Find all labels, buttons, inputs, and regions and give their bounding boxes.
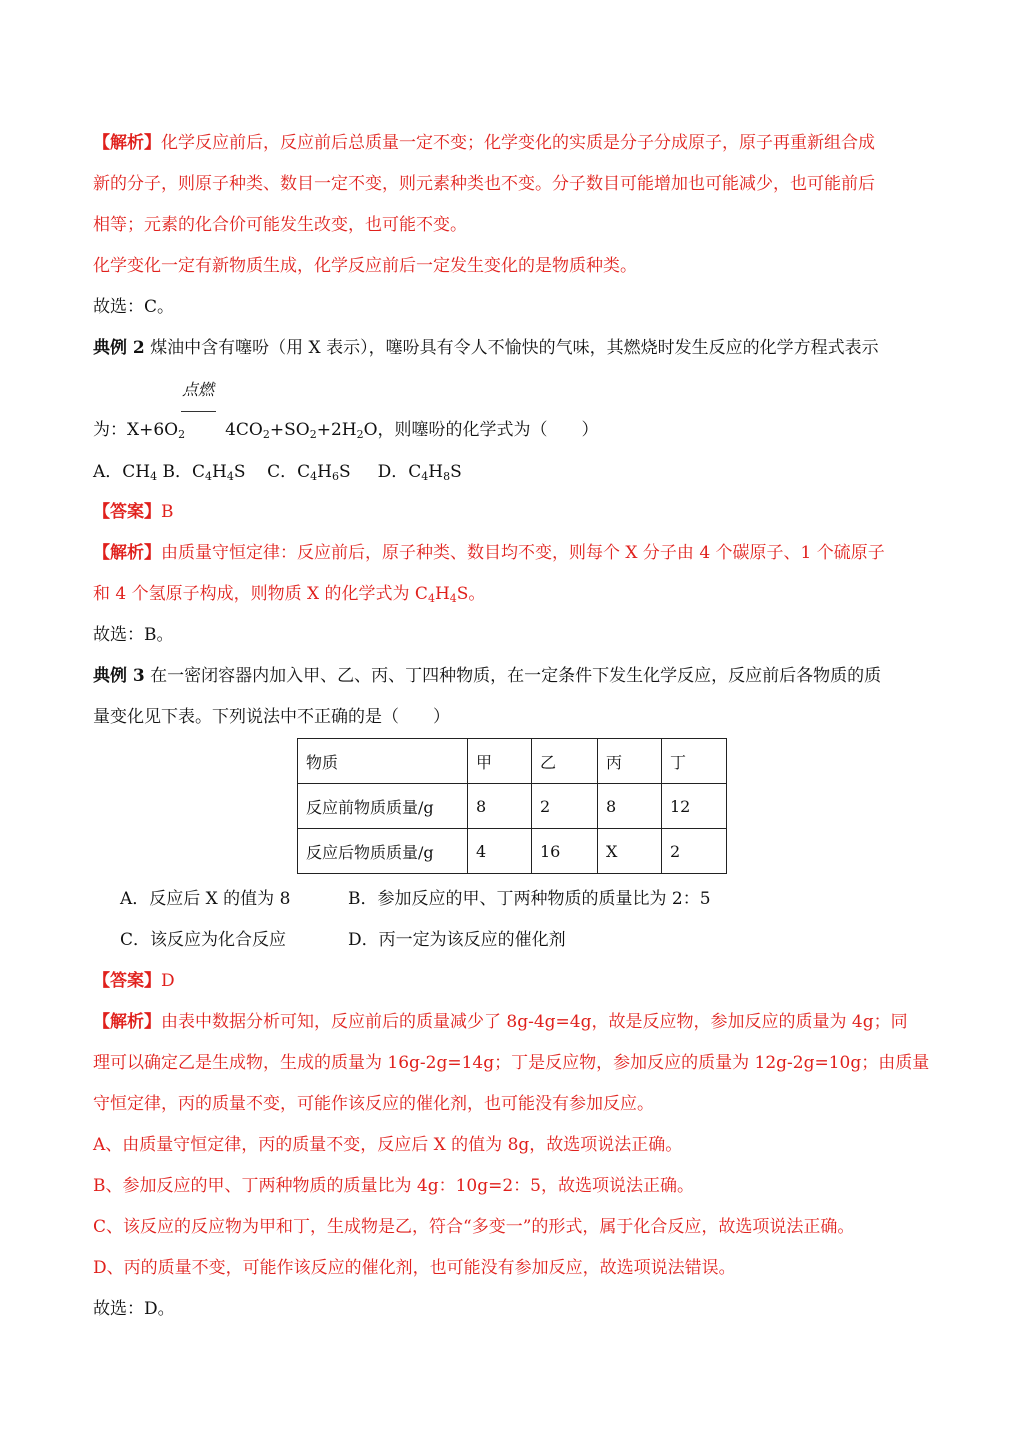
- option-c: C．$C_4H_6S$: [267, 462, 351, 483]
- answer-choice-2: 故选：B。: [93, 625, 174, 645]
- table-cell: 反应后物质质量/g: [298, 829, 468, 874]
- table-row: [298, 829, 727, 874]
- example-label: 典例 3: [93, 666, 145, 686]
- example-3-analysis-line-3: 守恒定律，丙的质量不变，可能作该反应的催化剂，也可能没有参加反应。: [93, 1094, 654, 1114]
- option-b: B．$C_4H_4S$: [162, 462, 246, 483]
- reaction-condition: 点燃: [182, 380, 215, 399]
- table-cell: 4: [468, 829, 532, 874]
- analysis-1-line-3: 相等；元素的化合价可能发生改变，也可能不变。: [93, 215, 467, 235]
- example-label: 典例 2: [93, 338, 145, 358]
- answer-choice-3: 故选：D。: [93, 1299, 175, 1319]
- example-3-question-line-2: 量变化见下表。下列说法中不正确的是（ ）: [93, 707, 450, 727]
- example-3-analysis-line-1: 【解析】由表中数据分析可知，反应前后的质量减少了 8g-4g=4g，故是反应物，参加反应的质量为 4g；同: [93, 1012, 908, 1032]
- table-cell: 丁: [662, 739, 727, 784]
- example-3-analysis-line-7: D、丙的质量不变，可能作该反应的催化剂，也可能没有参加反应，故选项说法错误。: [93, 1258, 736, 1278]
- analysis-1-line-1: 【解析】化学反应前后，反应前后总质量一定不变；化学变化的实质是分子分成原子，原子再重新组合成: [93, 133, 875, 153]
- table-header-row: [298, 739, 727, 784]
- table-cell: 2: [532, 784, 598, 829]
- equation-bar: [181, 411, 216, 412]
- table-cell: 物质: [298, 739, 468, 784]
- table-row: [298, 784, 727, 829]
- example-2-options: [93, 460, 462, 484]
- table-cell: 16: [532, 829, 598, 874]
- example-3-answer: 【答案】D: [93, 971, 175, 991]
- analysis-1-line-4: 化学变化一定有新物质生成，化学反应前后一定发生变化的是物质种类。: [93, 256, 637, 276]
- answer-choice-1: 故选：C。: [93, 297, 175, 317]
- option-d: D．$C_4H_8S$: [377, 462, 462, 483]
- example-3-analysis-line-6: C、该反应的反应物为甲和丁，生成物是乙，符合“多变一”的形式，属于化合反应，故选项说法正确。: [93, 1217, 855, 1237]
- example-2-question: 典例 2 煤油中含有噻吩（用 X 表示），噻吩具有令人不愉快的气味，其燃烧时发生反应的化学方程式表示: [93, 338, 879, 358]
- example-2-analysis-line-1: 【解析】由质量守恒定律：反应前后，原子种类、数目均不变，则每个 X 分子由 4 个碳原子、1 个硫原子: [93, 543, 885, 563]
- option-a: A．$CH_4$: [93, 462, 158, 483]
- table-cell: X: [598, 829, 662, 874]
- option-a: A．反应后 X 的值为 8: [120, 889, 291, 909]
- table-cell: 甲: [468, 739, 532, 784]
- example-2-analysis-line-2: 和 4 个氢原子构成，则物质 X 的化学式为 $C_4H_4S$。: [93, 584, 486, 605]
- option-c: C．该反应为化合反应: [120, 930, 287, 950]
- table-cell: 2: [662, 829, 727, 874]
- analysis-label: 【解析】: [93, 133, 161, 153]
- example-3-question-line-1: 典例 3 在一密闭容器内加入甲、乙、丙、丁四种物质，在一定条件下发生化学反应，反应前后各物质的质: [93, 666, 882, 686]
- example-2-answer: 【答案】B: [93, 502, 174, 522]
- example-3-analysis-line-4: A、由质量守恒定律，丙的质量不变，反应后 X 的值为 8g，故选项说法正确。: [93, 1135, 683, 1155]
- option-d: D．丙一定为该反应的催化剂: [348, 930, 566, 950]
- example-3-analysis-line-2: 理可以确定乙是生成物，生成的质量为 16g-2g=14g；丁是反应物，参加反应的质量为 12g-2g=10g；由质量: [93, 1053, 930, 1073]
- table-cell: 反应前物质质量/g: [298, 784, 468, 829]
- mass-table: [297, 738, 727, 874]
- table-cell: 8: [598, 784, 662, 829]
- chemical-equation: 为：$X+6O_2$ $4CO_2+SO_2+2H_2O$，则噻吩的化学式为（ ）: [93, 420, 599, 441]
- option-b: B．参加反应的甲、丁两种物质的质量比为 2：5: [348, 889, 711, 909]
- table-cell: 丙: [598, 739, 662, 784]
- analysis-1-line-2: 新的分子，则原子种类、数目一定不变，则元素种类也不变。分子数目可能增加也可能减少，也可能前后: [93, 174, 875, 194]
- table-cell: 12: [662, 784, 727, 829]
- table-cell: 8: [468, 784, 532, 829]
- table-cell: 乙: [532, 739, 598, 784]
- example-3-analysis-line-5: B、参加反应的甲、丁两种物质的质量比为 4g：10g=2：5，故选项说法正确。: [93, 1176, 694, 1196]
